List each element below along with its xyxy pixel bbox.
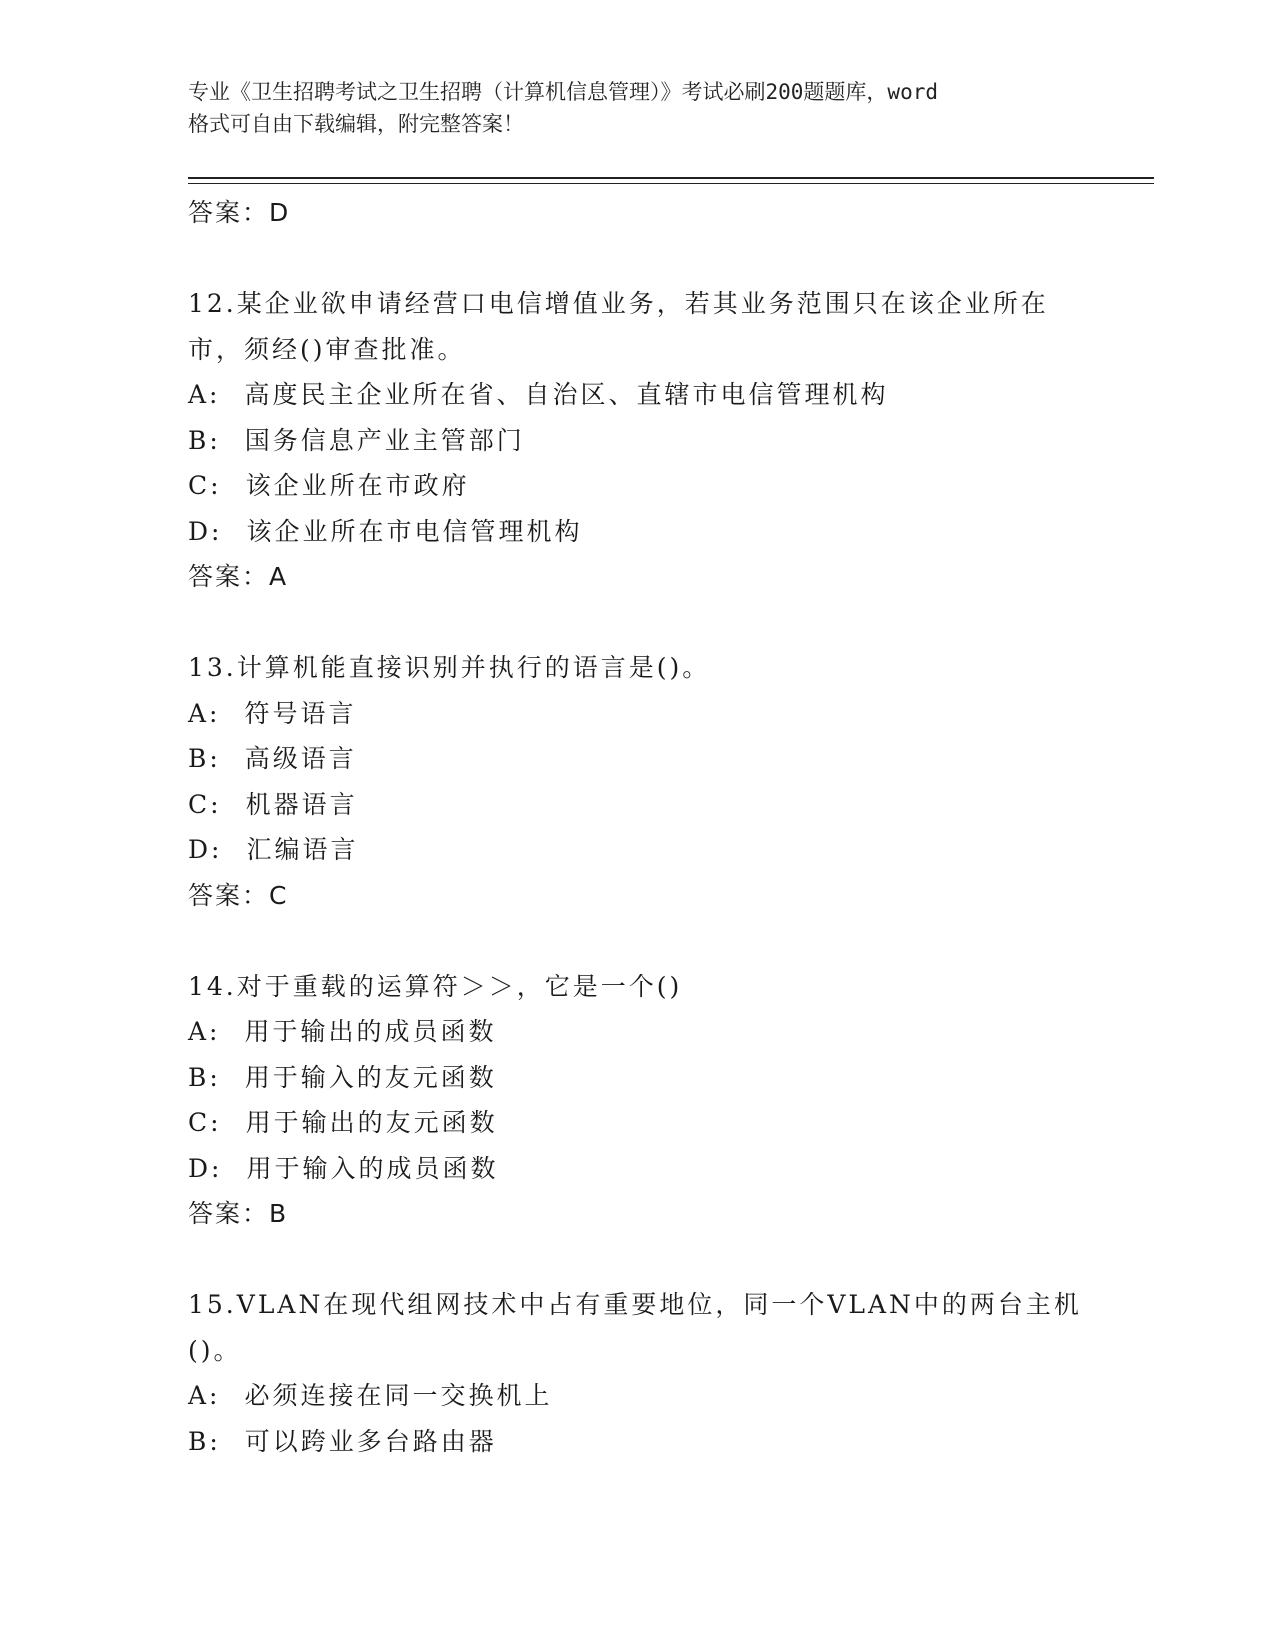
option-key: A:	[188, 1381, 221, 1410]
document-header	[188, 76, 1088, 140]
question-15-option-a	[188, 1373, 1088, 1419]
option-key: A:	[188, 380, 221, 409]
header-line-2: 格式可自由下载编辑，附完整答案！	[188, 112, 524, 136]
question-15	[188, 1282, 1088, 1464]
question-12-option-b	[188, 418, 1088, 464]
option-text: 用于输出的成员函数	[244, 1017, 497, 1046]
question-12-option-d	[188, 509, 1088, 555]
question-13-option-c	[188, 782, 1088, 828]
header-divider-thick	[188, 177, 1154, 179]
question-12-option-a	[188, 372, 1088, 418]
question-12	[188, 281, 1088, 600]
option-key: B:	[188, 1426, 221, 1456]
spacer	[188, 600, 1088, 646]
question-14	[188, 964, 1088, 1237]
option-text: 可以跨业多台路由器	[244, 1426, 497, 1456]
option-text: 用于输出的友元函数	[245, 1108, 498, 1137]
header-line-1: 专业《卫生招聘考试之卫生招聘（计算机信息管理）》考试必刷200题题库，word	[188, 80, 938, 104]
previous-answer: 答案：D	[188, 198, 291, 227]
question-13-option-d	[188, 827, 1088, 873]
option-key: D:	[188, 1153, 223, 1183]
question-12-stem-line-1: 12.某企业欲申请经营口电信增值业务，若其业务范围只在该企业所在	[188, 289, 1049, 318]
option-text: 符号语言	[244, 698, 357, 728]
option-text: 用于输入的成员函数	[246, 1153, 499, 1183]
header-divider-thin	[188, 183, 1154, 184]
spacer	[188, 1237, 1088, 1283]
question-14-option-d	[188, 1146, 1088, 1192]
option-text: 该企业所在市政府	[245, 471, 470, 500]
question-13-stem: 13.计算机能直接识别并执行的语言是()。	[188, 653, 711, 682]
spacer	[188, 236, 1088, 282]
spacer	[188, 918, 1088, 964]
question-14-answer: 答案：B	[188, 1199, 289, 1228]
option-text: 用于输入的友元函数	[244, 1062, 497, 1092]
option-key: A:	[188, 698, 221, 728]
option-text: 国务信息产业主管部门	[244, 425, 525, 455]
question-15-option-b	[188, 1419, 1088, 1465]
option-key: B:	[188, 744, 221, 773]
option-text: 高级语言	[244, 744, 357, 773]
question-14-option-a	[188, 1009, 1088, 1055]
option-key: A:	[188, 1017, 221, 1046]
question-13-option-b	[188, 736, 1088, 782]
option-text: 汇编语言	[246, 835, 359, 864]
question-12-option-c	[188, 463, 1088, 509]
question-12-answer: 答案：A	[188, 562, 289, 591]
question-13-option-a	[188, 691, 1088, 737]
question-14-option-b	[188, 1055, 1088, 1101]
question-15-stem-line-2: ()。	[188, 1335, 242, 1365]
question-14-option-c	[188, 1100, 1088, 1146]
option-text: 高度民主企业所在省、自治区、直辖市电信管理机构	[244, 380, 889, 409]
option-key: B:	[188, 1062, 221, 1092]
option-text: 该企业所在市电信管理机构	[246, 516, 583, 546]
question-14-stem: 14.对于重载的运算符＞＞，它是一个()	[188, 971, 683, 1001]
option-key: D:	[188, 835, 223, 864]
option-key: C:	[188, 789, 222, 819]
option-text: 必须连接在同一交换机上	[244, 1381, 553, 1410]
option-key: B:	[188, 425, 221, 455]
option-key: C:	[188, 1108, 222, 1137]
question-15-stem-line-1: 15.VLAN在现代组网技术中占有重要地位，同一个VLAN中的两台主机	[188, 1290, 1082, 1319]
option-text: 机器语言	[245, 789, 358, 819]
question-list	[188, 190, 1088, 1464]
option-key: C:	[188, 471, 222, 500]
question-12-stem-line-2: 市，须经()审查批准。	[188, 334, 466, 364]
option-key: D:	[188, 516, 223, 546]
question-13-answer: 答案：C	[188, 880, 289, 910]
question-13	[188, 645, 1088, 918]
